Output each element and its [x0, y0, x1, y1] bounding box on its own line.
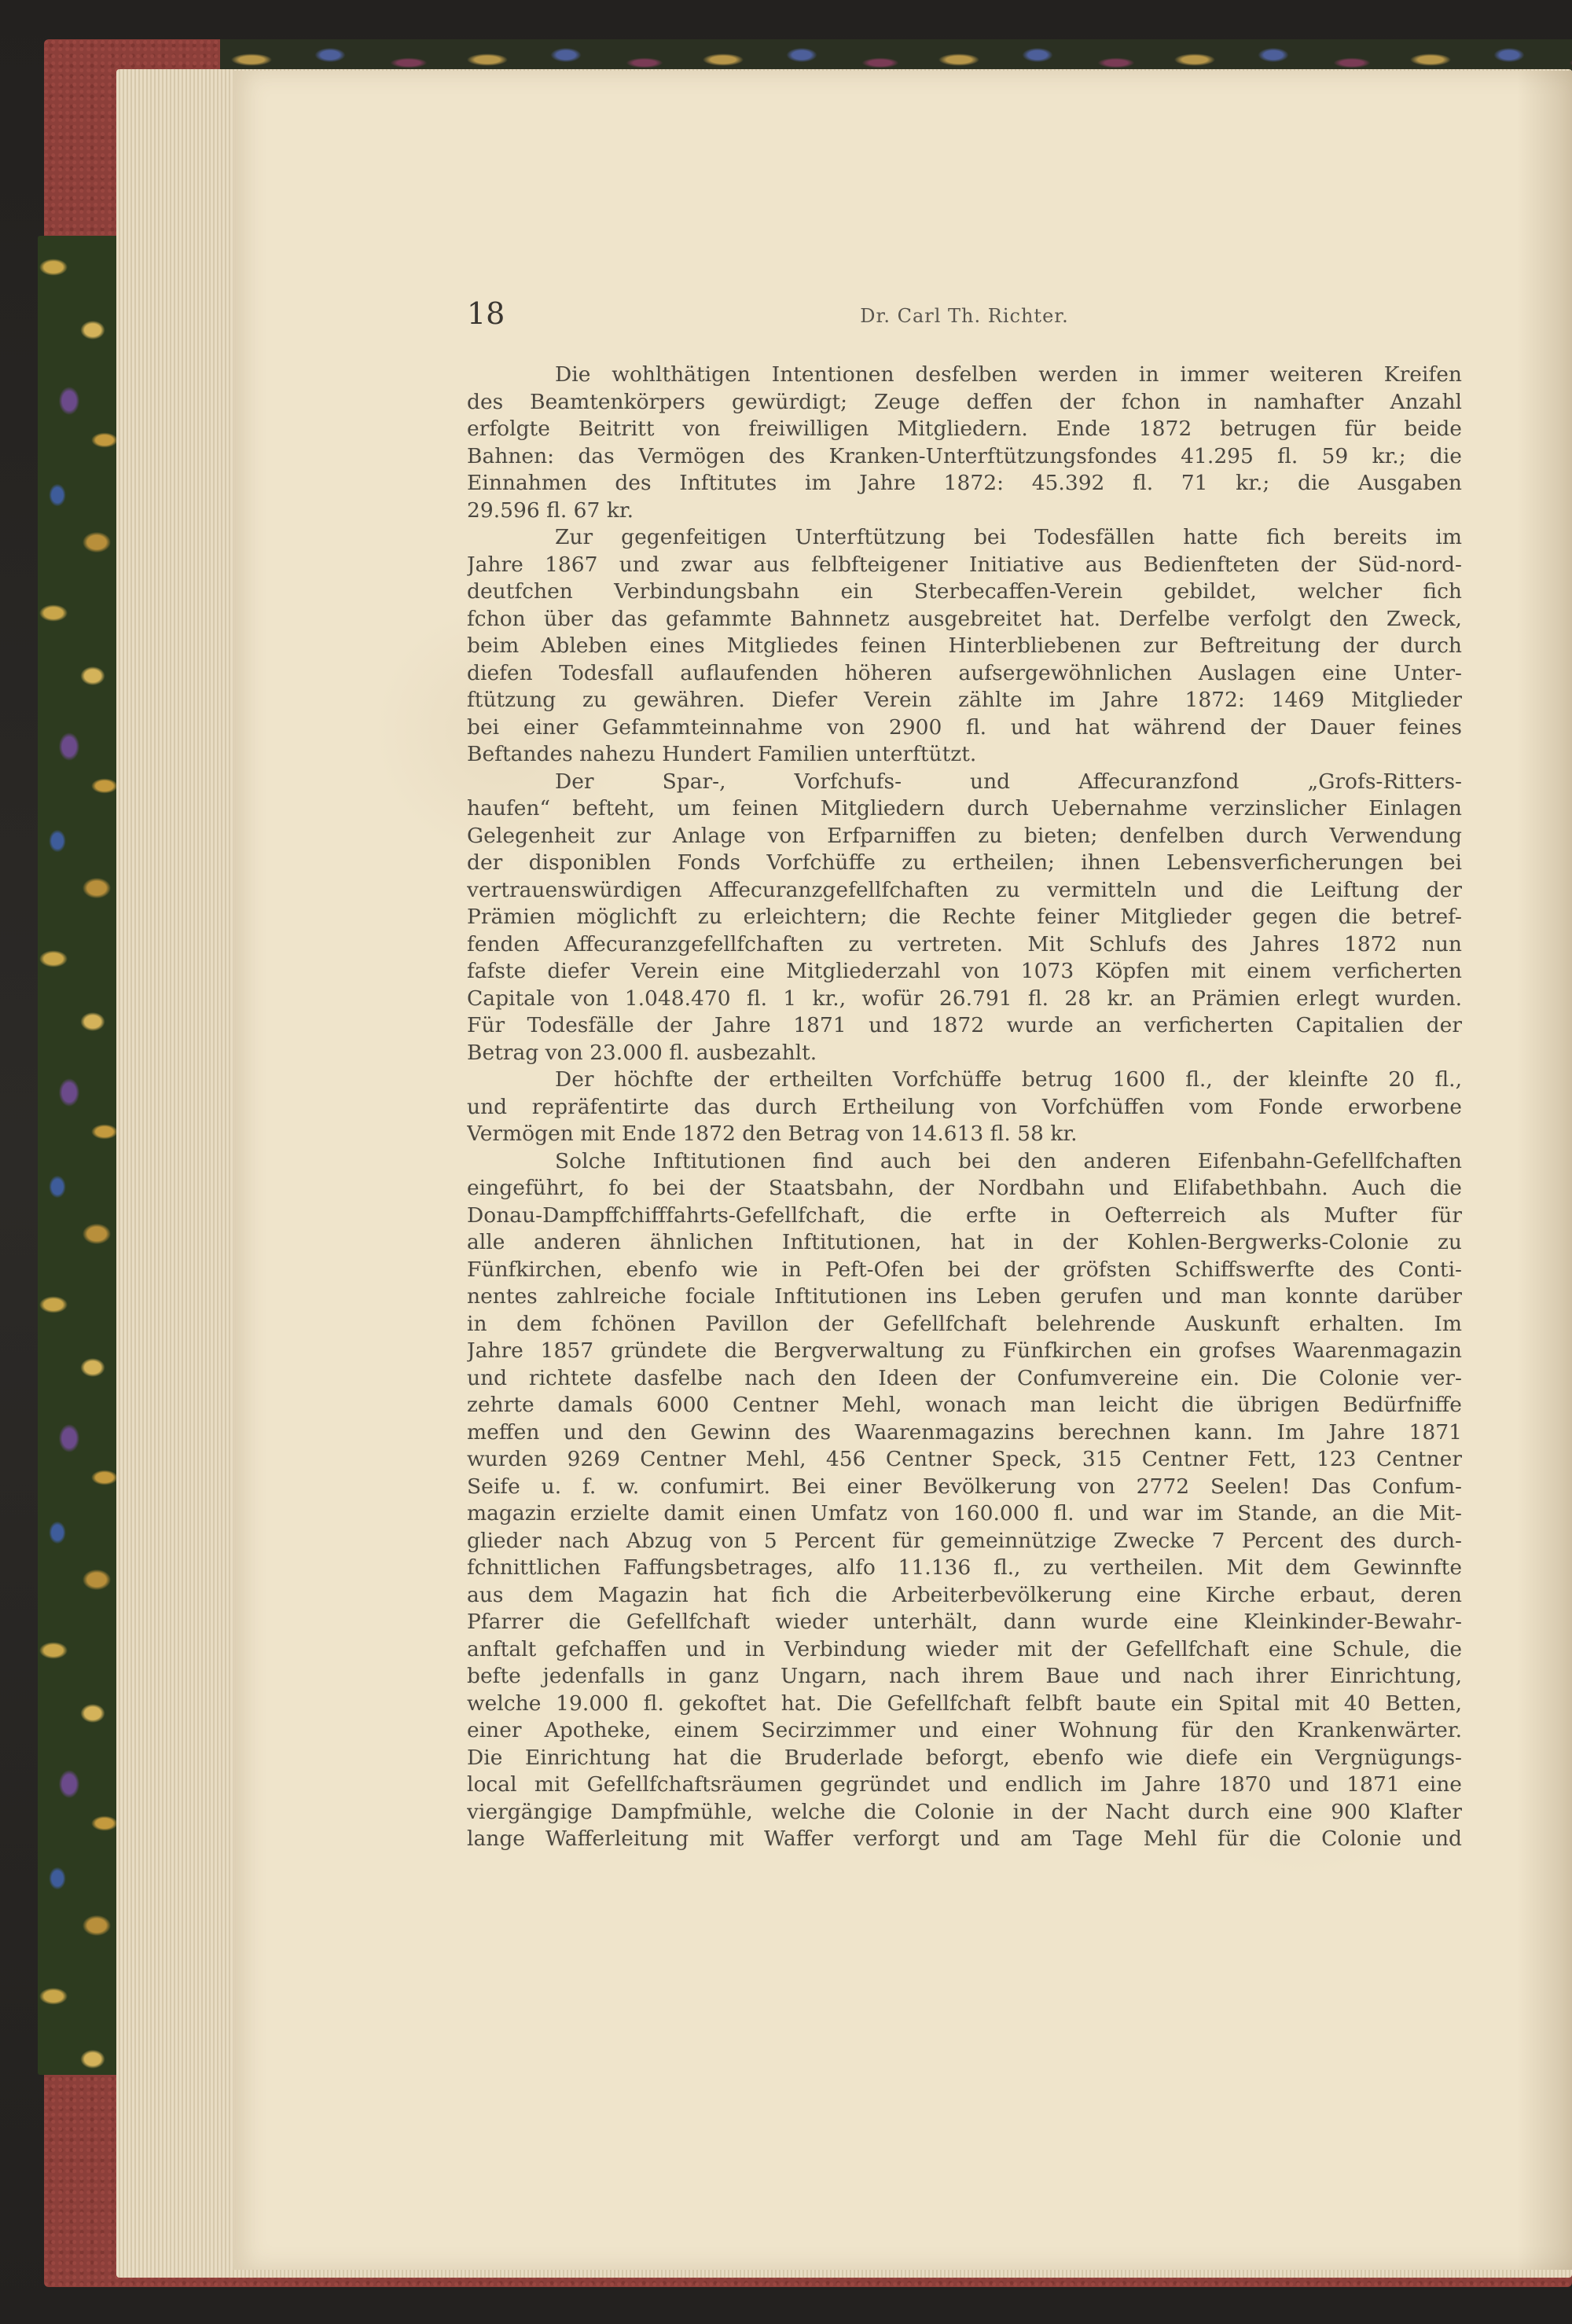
text-line: Seife u. f. w. confumirt. Bei einer Bevölkerung von 2772 Seelen! Das Confum-	[467, 1474, 1462, 1499]
text-line: beim Ableben eines Mitgliedes feinen Hinterbliebenen zur Beftreitung der durch	[467, 633, 1462, 658]
text-line: wurden 9269 Centner Mehl, 456 Centner Speck, 315 Centner Fett, 123 Centner	[467, 1447, 1462, 1471]
body-text	[467, 362, 1462, 1853]
text-line: Die Einrichtung hat die Bruderlade beforgt, ebenfo wie diefe ein Vergnügungs-	[467, 1745, 1462, 1770]
text-line: deutfchen Verbindungsbahn ein Sterbecaffen-Verein gebildet, welcher fich	[467, 579, 1462, 604]
marbled-board-edge	[38, 236, 124, 2075]
text-line: Beftandes nahezu Hundert Familien unterftützt.	[467, 742, 977, 766]
text-line: Fünfkirchen, ebenfo wie in Peft-Ofen bei der gröfsten Schiffswerfte des Conti-	[467, 1257, 1462, 1282]
text-line: ftützung zu gewähren. Diefer Verein zählte im Jahre 1872: 1469 Mitglieder	[467, 688, 1462, 712]
text-line: Gelegenheit zur Anlage von Erfparniffen zu bieten; denfelben durch Verwendung	[467, 823, 1462, 848]
text-line: Zur gegenfeitigen Unterftützung bei Todesfällen hatte fich bereits im	[555, 525, 1462, 549]
text-line: Pfarrer die Gefellfchaft wieder unterhält, dann wurde eine Kleinkinder-Bewahr-	[467, 1610, 1462, 1634]
text-line: des Beamtenkörpers gewürdigt; Zeuge deffen der fchon in namhafter Anzahl	[467, 389, 1462, 414]
text-line: befte jedenfalls in ganz Ungarn, nach ihrem Baue und nach ihrer Einrichtung,	[467, 1664, 1462, 1688]
text-line: Betrag von 23.000 fl. ausbezahlt.	[467, 1040, 817, 1065]
text-line: Bahnen: das Vermögen des Kranken-Unterftützungsfondes 41.295 fl. 59 kr.; die	[467, 443, 1462, 468]
text-line: vertrauenswürdigen Affecuranzgefellfchaften zu vermitteln und die Leiftung der	[467, 877, 1462, 902]
text-line: der disponiblen Fonds Vorfchüffe zu ertheilen; ihnen Lebensverficherungen bei	[467, 850, 1462, 875]
text-line: bei einer Gefammteinnahme von 2900 fl. und hat während der Dauer feines	[467, 714, 1462, 740]
text-line: Für Todesfälle der Jahre 1871 und 1872 wurde an verficherten Capitalien der	[467, 1013, 1462, 1037]
text-line: Jahre 1857 gründete die Bergverwaltung zu Fünfkirchen ein grofses Waarenmagazin	[467, 1338, 1462, 1363]
text-line: und richtete dasfelbe nach den Ideen der Confumvereine ein. Die Colonie ver-	[467, 1365, 1462, 1390]
text-line: alle anderen ähnlichen Inftitutionen, hat in der Kohlen-Bergwerks-Colonie zu	[467, 1230, 1462, 1254]
text-line: Vermögen mit Ende 1872 den Betrag von 14.613 fl. 58 kr.	[467, 1122, 1078, 1146]
text-line: Der höchfte der ertheilten Vorfchüffe betrug 1600 fl., der kleinfte 20 fl.,	[555, 1067, 1462, 1092]
text-line: Donau-Dampffchifffahrts-Gefellfchaft, die erfte in Oefterreich als Mufter für	[467, 1202, 1462, 1228]
text-line: Solche Inftitutionen find auch bei den anderen Eifenbahn-Gefellfchaften	[555, 1148, 1462, 1173]
text-line: 29.596 fl. 67 kr.	[467, 497, 634, 523]
text-line: erfolgte Beitritt von freiwilligen Mitgliedern. Ende 1872 betrugen für beide	[467, 417, 1462, 441]
text-line: aus dem Magazin hat fich die Arbeiterbevölkerung eine Kirche erbaut, deren	[467, 1582, 1462, 1607]
text-line: diefen Todesfall auflaufenden höheren aufsergewöhnlichen Auslagen eine Unter-	[467, 660, 1462, 685]
text-line: einer Apotheke, einem Secirzimmer und einer Wohnung für den Krankenwärter.	[467, 1718, 1462, 1742]
text-line: Jahre 1867 und zwar aus felbfteigener Initiative aus Bedienfteten der Süd-nord-	[467, 552, 1462, 577]
text-line: meffen und den Gewinn des Waarenmagazins berechnen kann. Im Jahre 1871	[467, 1419, 1462, 1445]
running-title: Dr. Carl Th. Richter.	[860, 305, 1069, 327]
text-line: anftalt gefchaffen und in Verbindung wieder mit der Gefellfchaft eine Schule, die	[467, 1636, 1462, 1661]
text-line: nentes zahlreiche fociale Inftitutionen ins Leben gerufen und man konnte darüber	[467, 1284, 1462, 1309]
text-line: magazin erzielte damit einen Umfatz von 160.000 fl. und war im Stande, an die Mit-	[467, 1501, 1462, 1525]
text-line: Einnahmen des Inftitutes im Jahre 1872: 45.392 fl. 71 kr.; die Ausgaben	[467, 471, 1462, 495]
running-head	[467, 296, 1462, 346]
gutter-shadow	[1517, 71, 1572, 2270]
text-line: haufen“ befteht, um feinen Mitgliedern durch Uebernahme verzinslicher Einlagen	[467, 796, 1462, 821]
text-line: fafste diefer Verein eine Mitgliederzahl von 1073 Köpfen mit einem verficherten	[467, 959, 1462, 983]
text-line: welche 19.000 fl. gekoftet hat. Die Gefellfchaft felbft baute ein Spital mit 40 Betten,	[467, 1691, 1462, 1716]
text-line: zehrte damals 6000 Centner Mehl, wonach man leicht die übrigen Bedürfniffe	[467, 1393, 1462, 1417]
text-line: fchnittlichen Faffungsbetrages, alfo 11.136 fl., zu vertheilen. Mit dem Gewinnfte	[467, 1555, 1462, 1580]
text-line: local mit Gefellfchaftsräumen gegründet und endlich im Jahre 1870 und 1871 eine	[467, 1772, 1462, 1797]
text-line: lange Wafferleitung mit Waffer verforgt und am Tage Mehl für die Colonie und	[467, 1827, 1462, 1851]
text-line: Die wohlthätigen Intentionen desfelben werden in immer weiteren Kreifen	[555, 362, 1462, 387]
text-line: in dem fchönen Pavillon der Gefellfchaft belehrende Auskunft erhalten. Im	[467, 1311, 1462, 1336]
text-line: Capitale von 1.048.470 fl. 1 kr., wofür 26.791 fl. 28 kr. an Prämien erlegt wurden.	[467, 986, 1462, 1011]
text-line: und repräfentirte das durch Ertheilung von Vorfchüffen vom Fonde erworbene	[467, 1094, 1462, 1119]
page-number: 18	[467, 296, 505, 331]
text-line: eingeführt, fo bei der Staatsbahn, der Nordbahn und Elifabethbahn. Auch die	[467, 1176, 1462, 1200]
text-line: Der Spar-, Vorfchufs- und Affecuranzfond „Grofs-Ritters-	[555, 769, 1462, 794]
text-line: viergängige Dampfmühle, welche die Colonie in der Nacht durch eine 900 Klafter	[467, 1799, 1462, 1824]
text-line: fenden Affecuranzgefellfchaften zu vertreten. Mit Schlufs des Jahres 1872 nun	[467, 931, 1462, 956]
text-line: Prämien möglichft zu erleichtern; die Rechte feiner Mitglieder gegen die betref-	[467, 905, 1462, 929]
text-line: fchon über das gefammte Bahnnetz ausgebreitet hat. Derfelbe verfolgt den Zweck,	[467, 606, 1462, 631]
text-line: glieder nach Abzug von 5 Percent für gemeinnützige Zwecke 7 Percent des durch-	[467, 1528, 1462, 1553]
